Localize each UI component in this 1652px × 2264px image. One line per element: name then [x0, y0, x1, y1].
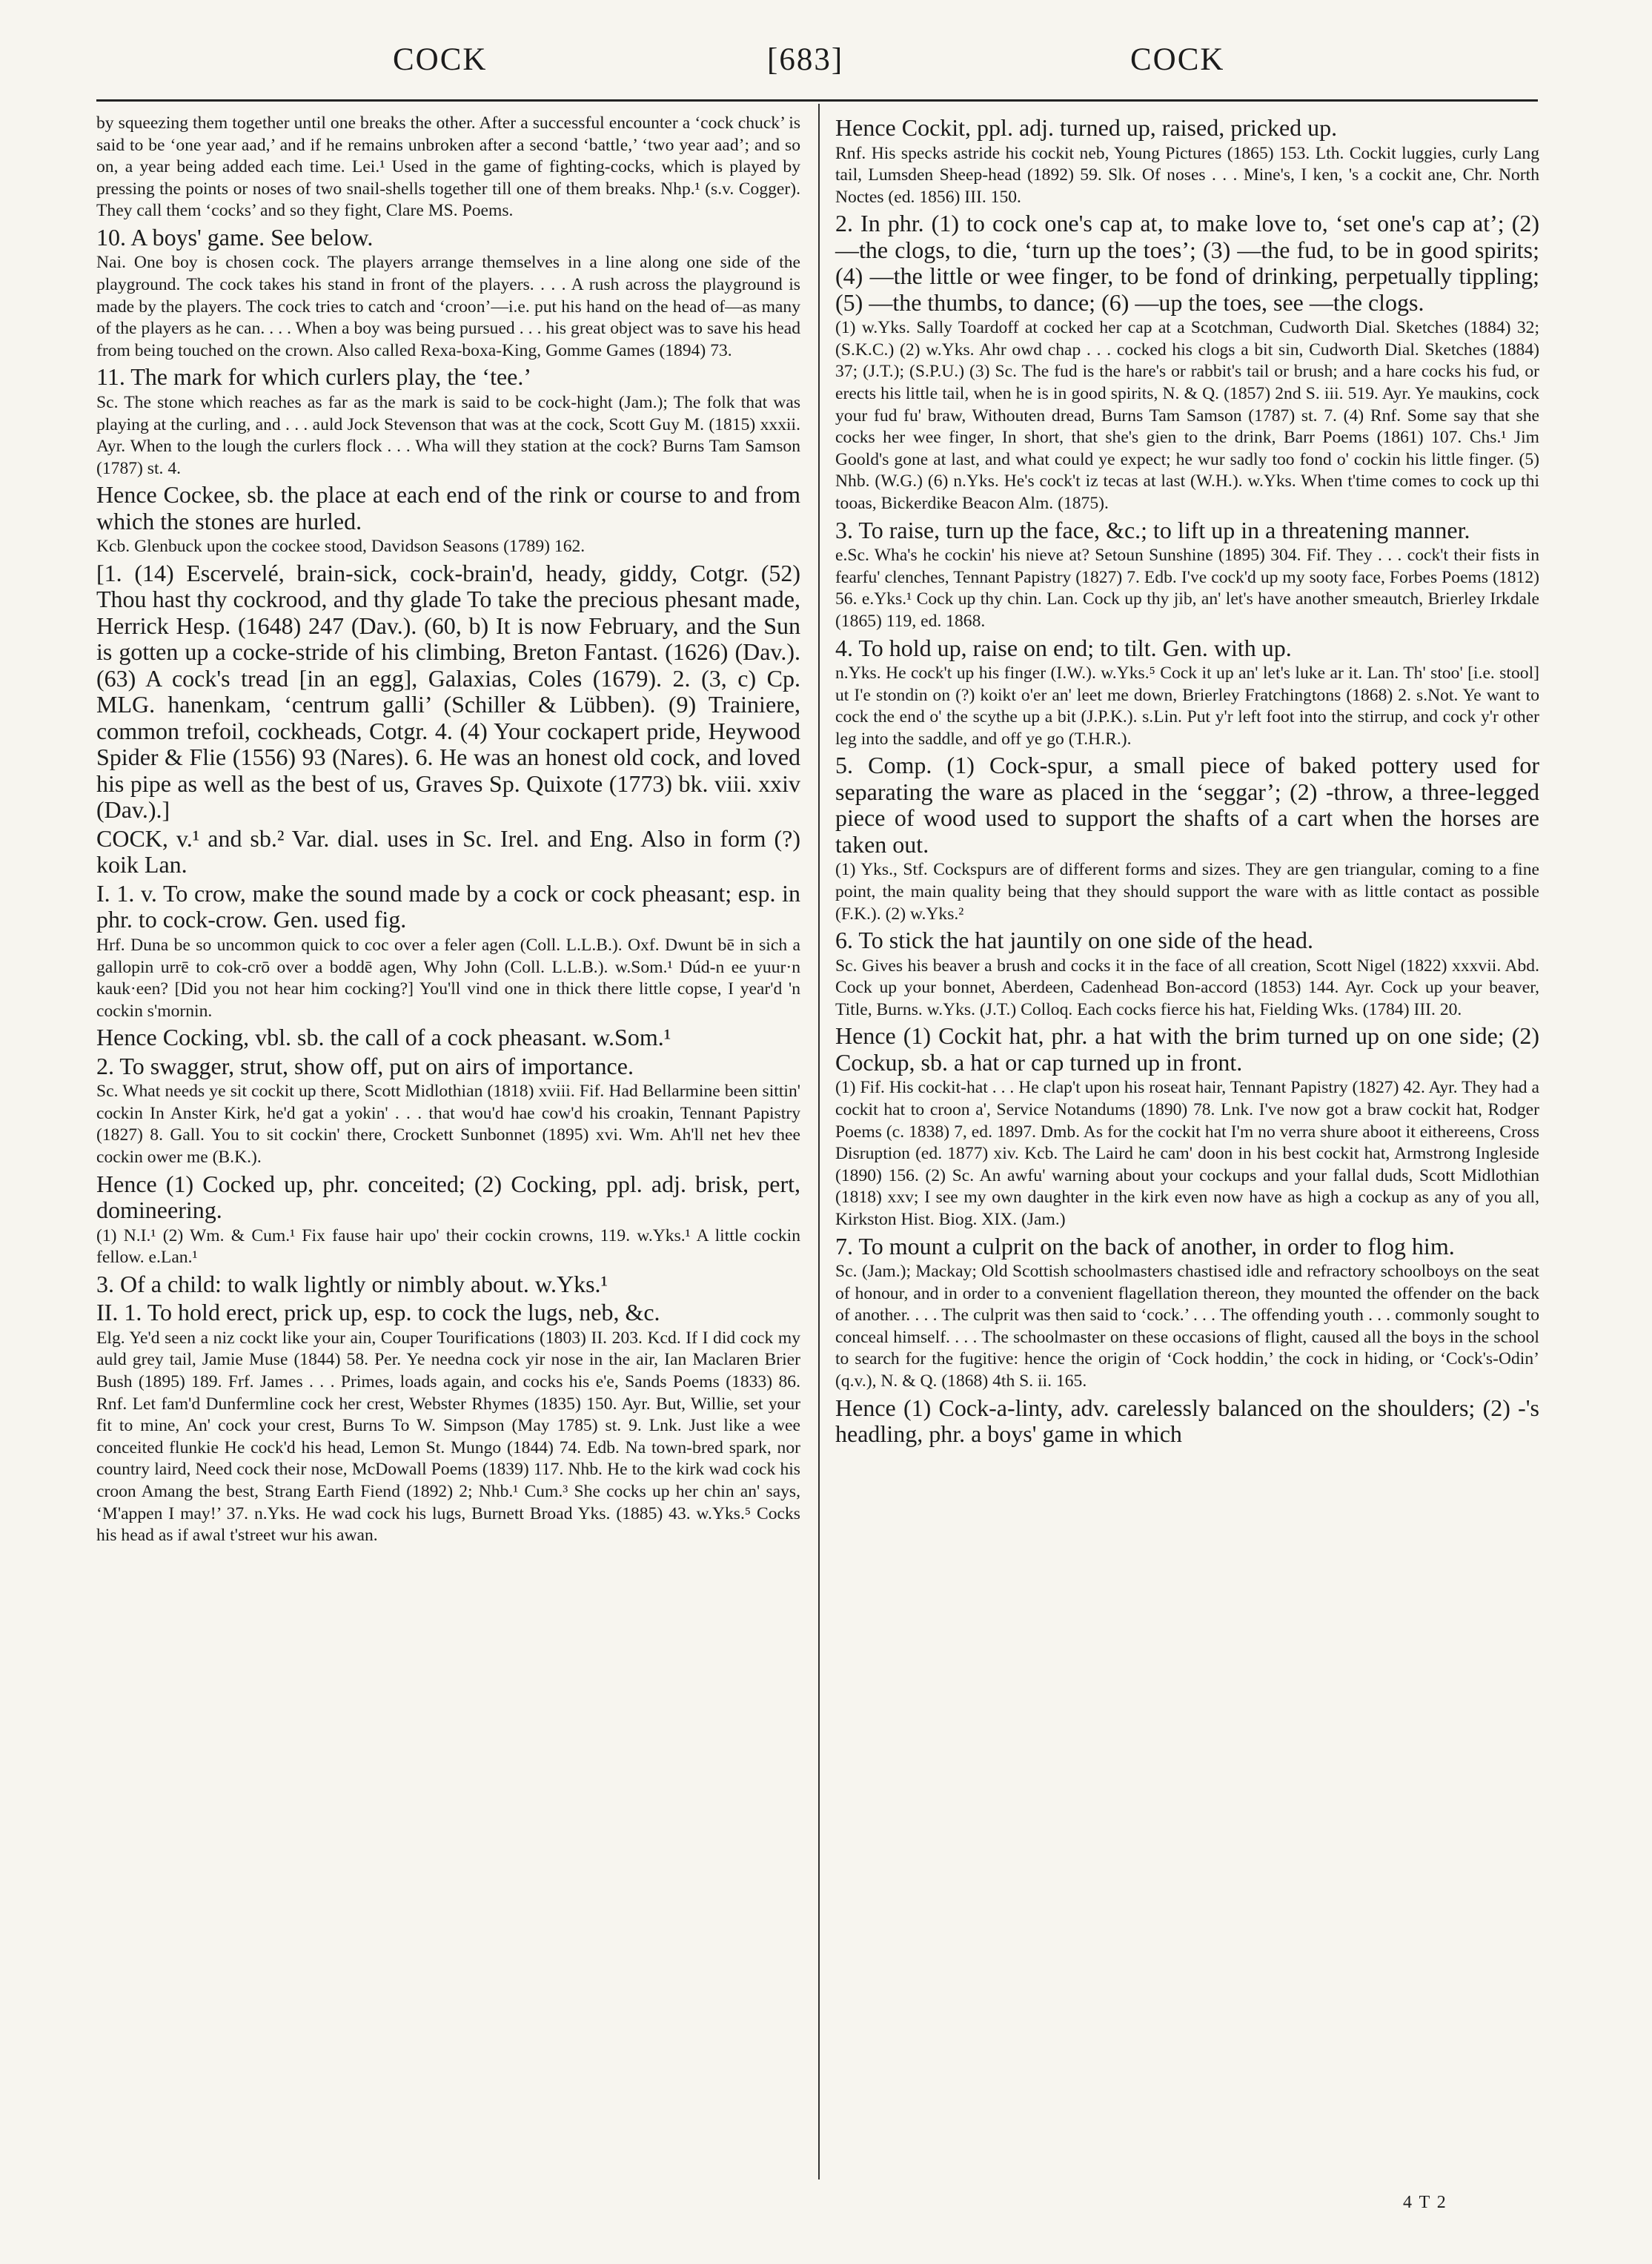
citation-paragraph: Sc. What needs ye sit cockit up there, Scott Midlothian (1818) xviii. Fif. Had Bellarmine been sittin' cockin In Anster Kirk, he'd gat a yokin' . . . that wou'd hae cow'd his croakin, Tennant Papistry (1827) 8. Gall. You to sit cockin' there, Crockett Sunbonnet (1895) xvi. Wm. Ah'll net hev thee cockin ower me (B.K.).: [96, 1082, 800, 1168]
citation-paragraph: (1) Yks., Stf. Cockspurs are of different forms and sizes. They are gen triangular, coming to a fine point, the main quality being that they should support the ware with as little contact as possible (F.K.). (2) w.Yks.²: [835, 860, 1539, 924]
sense-heading: 2. To swagger, strut, show off, put on airs of importance.: [96, 1052, 634, 1079]
citation-paragraph: Nai. One boy is chosen cock. The players arrange themselves in a line along one side of the playground. The cock takes his stand in front of the players. . . . A rush across the playground is made by the players. The cock tries to catch and ‘croon’—i.e. put his hand on the head of—as many of the players as he can. . . . When a boy was being pursued . . . his great object was to save his head from being touched on the crown. Also called Rexa-boxa-King, Gomme Games (1894) 73.: [96, 253, 800, 360]
citation-paragraph: n.Yks. He cock't up his finger (I.W.). w.Yks.⁵ Cock it up an' let's luke ar it. Lan. Th' stoo' [i.e. stool] ut I'e stondin on (?) koikt o'er an' leet me down, Brierley Fratchingtons (1868) 2. s.Not. Ye want to cock the end o' the scythe up a bit (J.P.K.). s.Lin. Put y'r left foot into the stirrup, and cock y'r other leg into the saddle, and off ye go (T.H.R.).: [835, 663, 1539, 749]
right-column: [835, 113, 1539, 1449]
citation-paragraph: Hrf. Duna be so uncommon quick to coc over a feler agen (Coll. L.L.B.). Oxf. Dwunt bē in sich a gallopin urrē to cok-crō over a boddē agen, Why John (Coll. L.L.B.). w.Som.¹ Dúd-n ee yuur·n kauk·een? [Did you not hear him cocking?] You'll vind one in thick there little copse, I year'd 'n cockin s'mornin.: [96, 935, 800, 1021]
header-headword-right: COCK: [1130, 42, 1225, 77]
sense-heading: 3. To raise, turn up the face, &c.; to lift up in a threatening manner.: [835, 516, 1470, 543]
sense-heading: [1. (14) Escervelé, brain-sick, cock-brain'd, heady, giddy, Cotgr. (52) Thou hast thy cockrood, and thy glade To take the precious phesant made, Herrick Hesp. (1648) 247 (Dav.). (60, b) It is now February, and the Sun is gotten up a cocke-stride of his climbing, Breton Fantast. (1626) (Dav.). (63) A cock's tread [in an egg], Galaxias, Coles (1679). 2. (3, c) Cp. MLG. hanenkam, ‘centrum galli’ (Schiller & Lübben). (9) Trainiere, common trefoil, cockheads, Cotgr. 4. (4) Your cockapert pride, Heywood Spider & Flie (1556) 93 (Nares). 6. He was an honest old cock, and loved his pipe as well as the best of us, Graves Sp. Quixote (1773) bk. viii. xxiv (Dav.).]: [96, 559, 800, 824]
sense-heading: Hence Cocking, vbl. sb. the call of a cock pheasant. w.Som.¹: [96, 1024, 671, 1051]
sense-heading: Hence Cockee, sb. the place at each end of the rink or course to and from which the stones are hurled.: [96, 481, 800, 534]
sense-heading: 11. The mark for which curlers play, the ‘tee.’: [96, 363, 532, 391]
sense-heading: 4. To hold up, raise on end; to tilt. Gen. with up.: [835, 634, 1292, 661]
citation-paragraph: by squeezing them together until one breaks the other. After a successful encounter a ‘cock chuck’ is said to be ‘one year aad,’ and if he remains unbroken after a second ‘battle,’ ‘two year aad’; and so on, a year being added each time. Lei.¹ Used in the game of fighting-cocks, which is played by pressing the points or noses of two snail-shells together till one of them breaks. Nhp.¹ (s.v. Cogger). They call them ‘cocks’ and so they fight, Clare MS. Poems.: [96, 113, 800, 221]
citation-paragraph: (1) w.Yks. Sally Toardoff at cocked her cap at a Scotchman, Cudworth Dial. Sketches (1884) 32; (S.K.C.) (2) w.Yks. Ahr owd chap . . . cocked his clogs a bit sin, Cudworth Dial. Sketches (1884) 37; (J.T.); (S.P.U.) (3) Sc. The fud is the hare's or rabbit's tail or brush; and a hare cocks his fud, or erects his little tail, when he is in good spirits, N. & Q. (1857) 2nd S. iii. 519. Ayr. Ye maukins, cock your fud fu' braw, Withouten dread, Burns Tam Samson (1787) st. 7. (4) Rnf. Some say that she cocks her wee finger, In short, that she's gien to the drink, Barr Poems (1861) 107. Chs.¹ Jim Goold's gone at last, and what could ye expect; he wur sadly too fond o' cockin his little finger. (5) Nhb. (W.G.) (6) n.Yks. He's cock't iz tecas at last (W.H.). w.Yks. When t'time comes to cock up thi tooas, Bickerdike Beacon Alm. (1875).: [835, 318, 1539, 514]
column-divider: [818, 104, 820, 2179]
citation-paragraph: Sc. Gives his beaver a brush and cocks it in the face of all creation, Scott Nigel (1822) xxxvii. Abd. Cock up your bonnet, Aberdeen, Cadenhead Bon-accord (1853) 144. Ayr. Cock up your beaver, Title, Burns. w.Yks. (J.T.) Colloq. Each cocks fierce his hat, Fielding Wks. (1784) III. 20.: [835, 956, 1539, 1019]
citation-paragraph: Elg. Ye'd seen a niz cockt like your ain, Couper Tourifications (1803) II. 203. Kcd. If I did cock my auld grey tail, Jamie Muse (1844) 58. Per. Ye needna cock yir nose in the air, Ian Maclaren Brier Bush (1895) 189. Frf. James . . . Primes, loads again, and cocks his e'e, Sands Poems (1833) 86. Rnf. Let fam'd Dunfermline cock her crest, Webster Rhymes (1835) 150. Ayr. But, Willie, set your fit to mine, An' cock your crest, Burns To W. Simpson (May 1785) st. 9. Lnk. Just like a wee conceited flunkie He cock'd his head, Lemon St. Mungo (1844) 74. Edb. Na town-bred spark, nor country laird, Need cock their nose, McDowall Poems (1839) 117. Nhb. He to the kirk wad cock his croon Amang the best, Strang Earth Fiend (1892) 2; Nhb.¹ Cum.³ She cocks up her chin an' says, ‘M'appen I may!’ 37. n.Yks. He wad cock his lugs, Burnett Broad Yks. (1885) 43. w.Yks.⁵ Cocks his head as if awal t'street wur his awan.: [96, 1328, 800, 1546]
left-column: [96, 113, 800, 1548]
sense-heading: 3. Of a child: to walk lightly or nimbly about. w.Yks.¹: [96, 1270, 608, 1297]
sense-heading: 6. To stick the hat jauntily on one side of the head.: [835, 927, 1314, 954]
citation-paragraph: (1) N.I.¹ (2) Wm. & Cum.¹ Fix fause hair upo' their cockin crowns, 119. w.Yks.¹ A little cockin fellow. e.Lan.¹: [96, 1225, 800, 1268]
sense-heading: 10. A boys' game. See below.: [96, 223, 374, 251]
header-rule: [96, 99, 1538, 102]
citation-paragraph: Rnf. His specks astride his cockit neb, Young Pictures (1865) 153. Lth. Cockit luggies, curly Lang tail, Lumsden Sheep-head (1892) 59. Slk. Of noses . . . Mine's, I ken, 's a cockit ane, Chr. North Noctes (ed. 1856) III. 150.: [835, 143, 1539, 207]
citation-paragraph: Sc. (Jam.); Mackay; Old Scottish schoolmasters chastised idle and refractory schoolboys on the seat of honour, and in order to a convenient flagellation thereon, they mounted the offender on the back of another. . . . The culprit was then said to ‘cock.’ . . . The offending youth . . . commonly sought to conceal himself. . . . The schoolmaster on these occasions of flight, caused all the boys in the school to search for the fugitive: hence the origin of ‘Cock hoddin,’ the cock in hiding, or ‘Cock's-Odin’ (q.v.), N. & Q. (1868) 4th S. ii. 165.: [835, 1262, 1539, 1391]
signature-mark: 4 T 2: [1403, 2193, 1447, 2212]
sense-heading: II. 1. To hold erect, prick up, esp. to cock the lugs, neb, &c.: [96, 1299, 660, 1326]
header-headword-left: COCK: [393, 42, 488, 77]
sense-heading: 5. Comp. (1) Cock-spur, a small piece of baked pottery used for separating the ware as placed in the ‘seggar’; (2) -throw, a three-legged piece of wood used to support the shafts of a cart when the horses are taken out.: [835, 752, 1539, 858]
sense-heading: 2. In phr. (1) to cock one's cap at, to make love to, ‘set one's cap at’; (2) —the clogs, to die, ‘turn up the toes’; (3) —the fud, to be in good spirits; (4) —the little or wee finger, to be fond of drinking, perpetually tippling; (5) —the thumbs, to dance; (6) —up the toes, see —the clogs.: [835, 210, 1539, 316]
sense-heading: Hence (1) Cock-a-linty, adv. carelessly balanced on the shoulders; (2) -'s headling, phr. a boys' game in which: [835, 1394, 1539, 1448]
citation-paragraph: Sc. The stone which reaches as far as the mark is said to be cock-hight (Jam.); The folk that was playing at the curling, and . . . auld Jock Stevenson that was at the cock, Scott Guy M. (1815) xxxii. Ayr. When to the lough the curlers flock . . . Wha will they station at the cock? Burns Tam Samson (1787) st. 4.: [96, 392, 800, 478]
sense-heading: Hence Cockit, ppl. adj. turned up, raised, pricked up.: [835, 114, 1338, 141]
citation-paragraph: e.Sc. Wha's he cockin' his nieve at? Setoun Sunshine (1895) 304. Fif. They . . . cock't their fists in fearfu' clenches, Tennant Papistry (1827) 7. Edb. I've cock'd up my sooty face, Forbes Poems (1812) 56. e.Yks.¹ Cock up thy chin. Lan. Cock up thy jib, an' let's have another smeautch, Brierley Irkdale (1865) 119, ed. 1868.: [835, 546, 1539, 631]
page-number: [683]: [767, 42, 844, 77]
citation-paragraph: Kcb. Glenbuck upon the cockee stood, Davidson Seasons (1789) 162.: [96, 537, 586, 557]
sense-heading: Hence (1) Cockit hat, phr. a hat with the brim turned up on one side; (2) Cockup, sb. a hat or cap turned up in front.: [835, 1022, 1539, 1076]
sense-heading: Hence (1) Cocked up, phr. conceited; (2) Cocking, ppl. adj. brisk, pert, domineering.: [96, 1170, 800, 1224]
citation-paragraph: (1) Fif. His cockit-hat . . . He clap't upon his roseat hair, Tennant Papistry (1827) 42. Ayr. They had a cockit hat to croon a', Service Notandums (1890) 78. Lnk. I've now got a braw cockit hat, Rodger Poems (c. 1838) 7, ed. 1897. Dmb. As for the cockit hat I'm no verra shure aboot it eithereens, Cross Disruption (ed. 1877) xiv. Kcb. The Laird he cam' doon in his best cockit hat, Armstrong Ingleside (1890) 156. (2) Sc. An awfu' warning about your cockups and your fallal duds, Scott Midlothian (1818) xxv; I see my own daughter in the kirk even now have as high a cockup as any of you all, Kirkston Hist. Biog. XIX. (Jam.): [835, 1078, 1539, 1229]
sense-heading: 7. To mount a culprit on the back of another, in order to flog him.: [835, 1232, 1455, 1260]
sense-heading: I. 1. v. To crow, make the sound made by a cock or cock pheasant; esp. in phr. to cock-crow. Gen. used fig.: [96, 879, 800, 933]
sense-heading: COCK, v.¹ and sb.² Var. dial. uses in Sc. Irel. and Eng. Also in form (?) koik Lan.: [96, 824, 800, 878]
